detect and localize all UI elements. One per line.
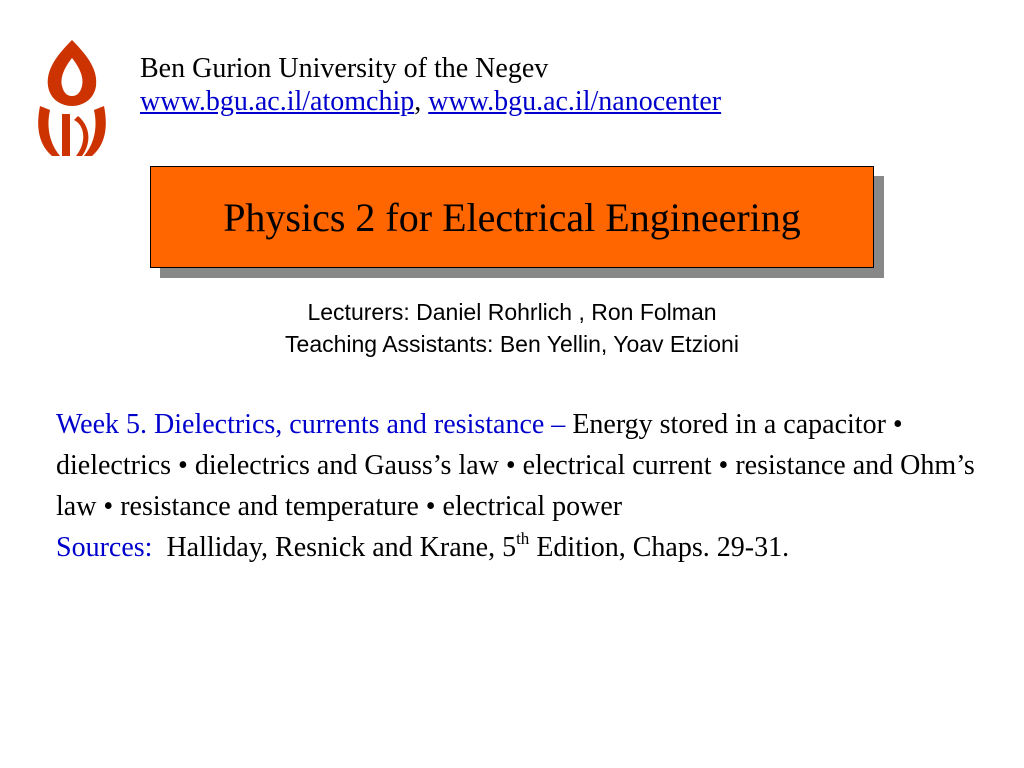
lecturers-line: Lecturers: Daniel Rohrlich , Ron Folman <box>307 299 717 325</box>
link-separator: , <box>414 86 422 117</box>
sources-text-after: Edition, Chaps. 29-31. <box>529 532 790 563</box>
university-name: Ben Gurion University of the Negev <box>140 53 549 84</box>
week-heading: Week 5. Dielectrics, currents and resistance – <box>56 409 566 440</box>
sources-label: Sources: <box>56 532 153 563</box>
page-title: Physics 2 for Electrical Engineering <box>223 194 801 240</box>
header-links <box>140 86 721 118</box>
nanocenter-link[interactable]: www.bgu.ac.il/nanocenter <box>428 86 722 117</box>
header-block <box>140 52 721 118</box>
week-paragraph <box>56 404 976 527</box>
sources-line <box>56 527 976 568</box>
sources-superscript: th <box>516 529 530 548</box>
week-content <box>56 404 976 568</box>
title-box <box>150 166 874 268</box>
staff-block <box>0 296 1024 360</box>
sources-text-before: Halliday, Resnick and Krane, 5 <box>152 532 517 563</box>
assistants-line: Teaching Assistants: Ben Yellin, Yoav Etzioni <box>285 331 739 357</box>
week-topics: Energy stored in a capacitor • dielectrics • dielectrics and Gauss’s law • electrical current • resistance and Ohm’s law • resistance and temperature • electrical power <box>56 409 975 522</box>
atomchip-link[interactable]: www.bgu.ac.il/atomchip <box>140 86 415 117</box>
university-logo-icon <box>26 36 118 160</box>
